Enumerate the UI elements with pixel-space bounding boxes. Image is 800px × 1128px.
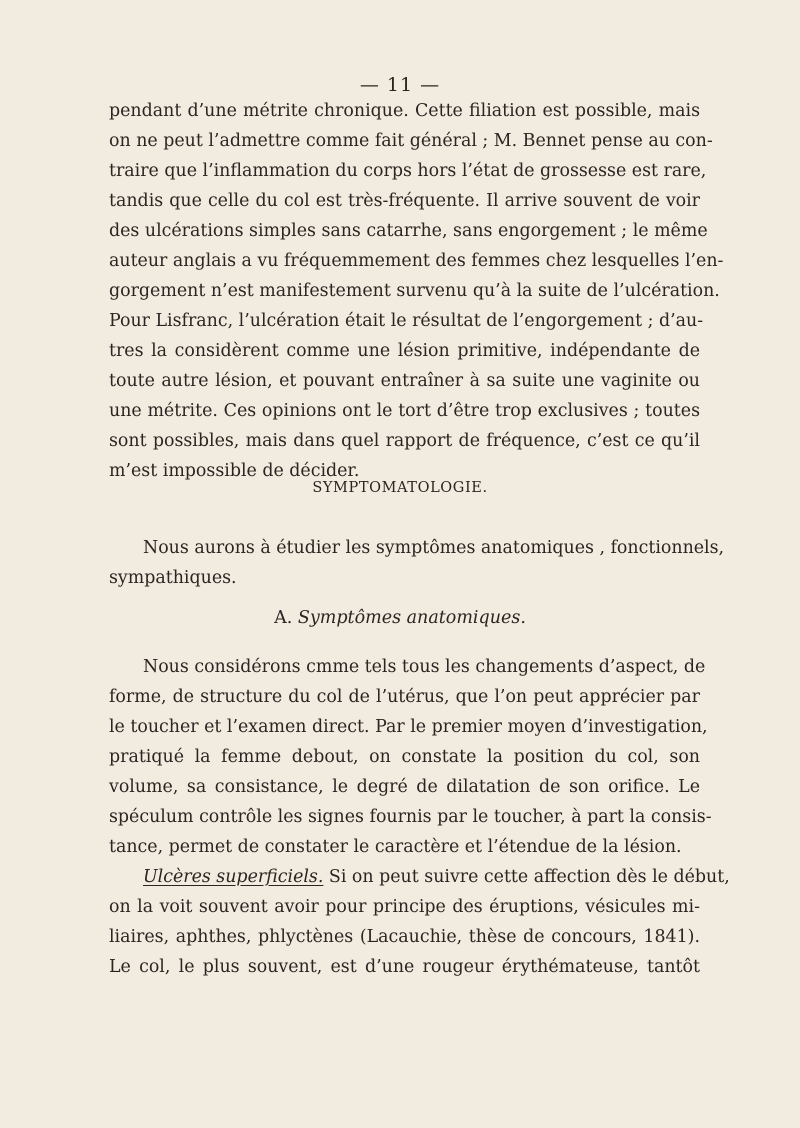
subsection-title: Symptômes anatomiques. xyxy=(297,608,526,628)
text-line: pendant d’une métrite chronique. Cette filiation est possible, mais xyxy=(109,101,700,121)
paragraph-4 xyxy=(109,862,730,982)
paragraph-lead-rest: Si on peut suivre cette affection dès le début, xyxy=(328,867,730,887)
text-line: Nous considérons cmme tels tous les changements d’aspect, de xyxy=(143,657,706,677)
text-line: pratiqué la femme debout, on constate la position du col, son xyxy=(109,747,700,767)
text-line: m’est impossible de décider. xyxy=(109,461,360,481)
text-line: on ne peut l’admettre comme fait général ; M. Bennet pense au con- xyxy=(109,131,713,151)
paragraph-3 xyxy=(109,652,712,862)
text-line: Pour Lisfranc, l’ulcération était le résultat de l’engorgement ; d’au- xyxy=(109,311,704,331)
text-line: une métrite. Ces opinions ont le tort d’être trop exclusives ; toutes xyxy=(109,401,700,421)
text-line: sympathiques. xyxy=(109,568,237,588)
page-number: — 11 — xyxy=(359,74,441,96)
paragraph-2 xyxy=(109,533,725,593)
text-line: toute autre lésion, et pouvant entraîner à sa suite une vaginite ou xyxy=(109,371,700,391)
text-line: tandis que celle du col est très-fréquente. Il arrive souvent de voir xyxy=(109,191,700,211)
text-line: Le col, le plus souvent, est d’une rougeur érythémateuse, tantôt xyxy=(109,957,700,977)
text-line: spéculum contrôle les signes fournis par le toucher, à part la consis- xyxy=(109,807,712,827)
text-line: le toucher et l’examen direct. Par le premier moyen d’investigation, xyxy=(109,717,708,737)
text-line: on la voit souvent avoir pour principe des éruptions, vésicules mi- xyxy=(109,897,700,917)
text-line: tres la considèrent comme une lésion primitive, indépendante de xyxy=(109,341,700,361)
paragraph-1 xyxy=(109,96,724,486)
text-line: gorgement n’est manifestement survenu qu’à la suite de l’ulcération. xyxy=(109,281,720,301)
text-line: volume, sa consistance, le degré de dilatation de son orifice. Le xyxy=(109,777,700,797)
section-heading: SYMPTOMATOLOGIE. xyxy=(312,480,488,496)
subsection-heading xyxy=(0,608,800,628)
text-line: traire que l’inflammation du corps hors l’état de grossesse est rare, xyxy=(109,161,707,181)
text-line: tance, permet de constater le caractère et l’étendue de la lésion. xyxy=(109,837,682,857)
subsection-letter: A. xyxy=(274,608,293,628)
text-line: sont possibles, mais dans quel rapport de fréquence, c’est ce qu’il xyxy=(109,431,700,451)
text-line: forme, de structure du col de l’utérus, que l’on peut apprécier par xyxy=(109,687,700,707)
text-line: des ulcérations simples sans catarrhe, sans engorgement ; le même xyxy=(109,221,708,241)
paragraph-lead: Ulcères superficiels. xyxy=(143,867,324,887)
text-line: Nous aurons à étudier les symptômes anatomiques , fonctionnels, xyxy=(143,538,725,558)
text-line: auteur anglais a vu fréquemmement des femmes chez lesquelles l’en- xyxy=(109,251,724,271)
text-line: liaires, aphthes, phlyctènes (Lacauchie, thèse de concours, 1841). xyxy=(109,927,700,947)
text-line xyxy=(109,862,730,892)
